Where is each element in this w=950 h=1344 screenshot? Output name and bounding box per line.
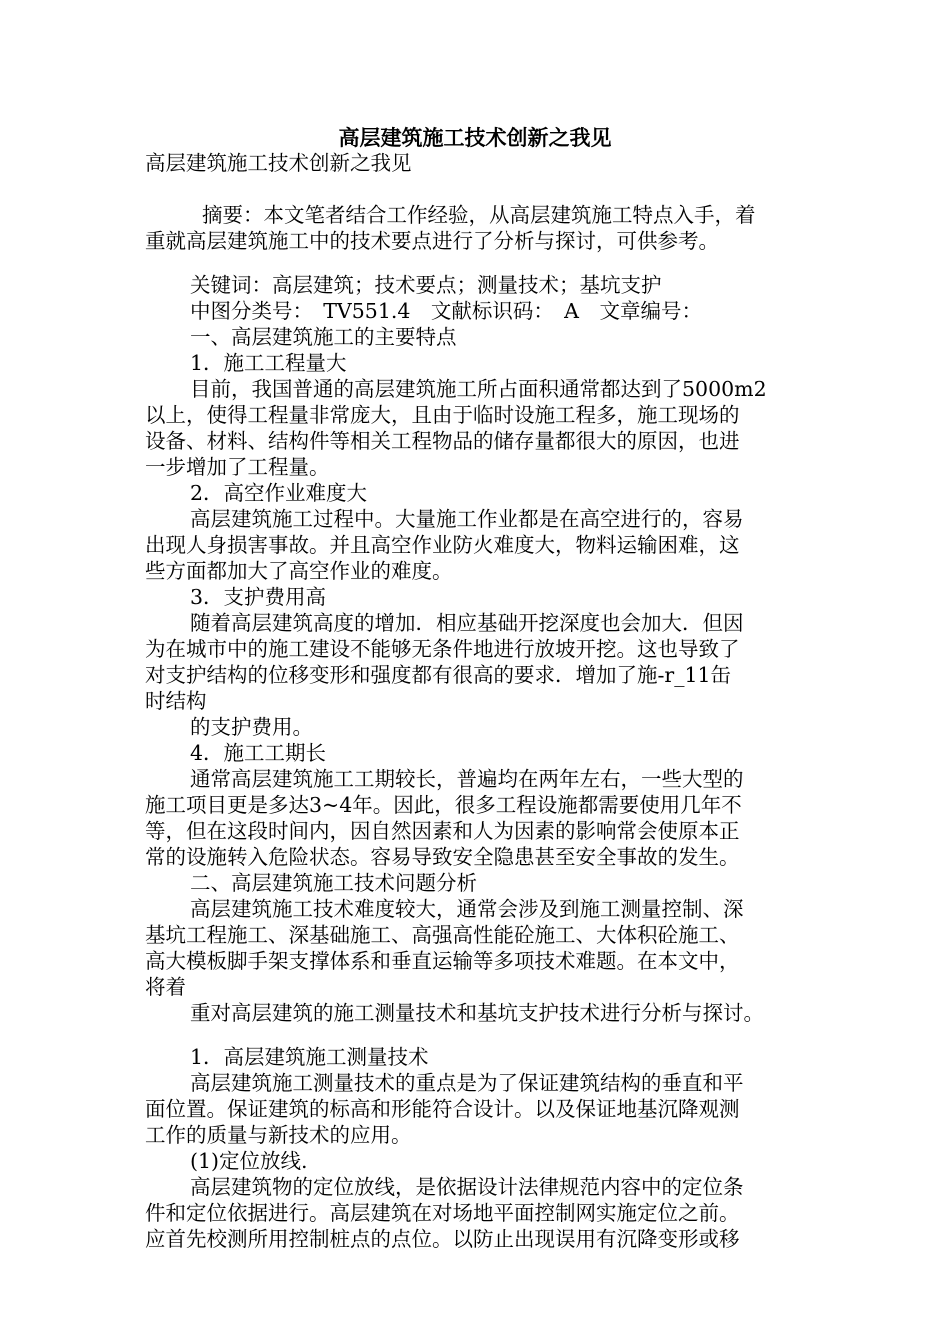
body-line: 些方面都加大了高空作业的难度。 [145,559,453,583]
body-line: 常的设施转入危险状态。容易导致安全隐患甚至安全事故的发生。 [145,845,740,869]
body-line: 通常高层建筑施工工期较长，普遍均在两年左右，一些大型的 [190,767,744,791]
section-heading: 一、高层建筑施工的主要特点 [190,325,457,349]
body-line: 等，但在这段时间内，因自然因素和人为因素的影响常会使原本正 [145,819,740,843]
abstract-line: 摘要：本文笔者结合工作经验，从高层建筑施工特点入手，着 [202,203,756,227]
body-line: 工作的质量与新技术的应用。 [145,1123,412,1147]
body-line: 件和定位依据进行。高层建筑在对场地平面控制网实施定位之前。 [145,1201,740,1225]
body-line: 时结构 [145,689,207,713]
body-line: 重对高层建筑的施工测量技术和基坑支护技术进行分析与探讨。 [190,1001,764,1025]
subtitle-line: 高层建筑施工技术创新之我见 [145,151,412,175]
body-line: 基坑工程施工、深基础施工、高强高性能砼施工、大体积砼施工、 [145,923,740,947]
body-line: 面位置。保证建筑的标高和形能符合设计。以及保证地基沉降观测 [145,1097,740,1121]
section-heading: 二、高层建筑施工技术问题分析 [190,871,477,895]
body-line: 随着高层建筑高度的增加．相应基础开挖深度也会加大．但因 [190,611,744,635]
subsection-heading: 1．施工工程量大 [190,351,347,375]
body-line: 高层建筑物的定位放线，是依据设计法律规范内容中的定位条 [190,1175,744,1199]
subsection-heading: 1．高层建筑施工测量技术 [190,1045,429,1069]
body-line: 高层建筑施工技术难度较大，通常会涉及到施工测量控制、深 [190,897,744,921]
body-line: 为在城市中的施工建设不能够无条件地进行放坡开挖。这也导致了 [145,637,740,661]
body-line: 一步增加了工程量。 [145,455,330,479]
body-line: 高层建筑施工过程中。大量施工作业都是在高空进行的，容易 [190,507,744,531]
document-title: 高层建筑施工技术创新之我见 [338,125,612,150]
body-line: 施工项目更是多达3~4年。因此，很多工程设施都需要使用几年不 [145,793,742,817]
body-line: 高大模板脚手架支撑体系和垂直运输等多项技术难题。在本文中， [145,949,740,973]
body-line: 将着 [145,975,186,999]
body-line: 的支护费用。 [190,715,313,739]
body-line: 对支护结构的位移变形和强度都有很高的要求．增加了施-r_11缶 [145,663,732,687]
body-line: 设备、材料、结构件等相关工程物品的储存量都很大的原因，也进 [145,429,740,453]
subsection-heading: 3．支护费用高 [190,585,327,609]
subsection-heading: (1)定位放线. [190,1149,308,1173]
body-line: 以上，使得工程量非常庞大，且由于临时设施工程多，施工现场的 [145,403,740,427]
classification-line: 中图分类号： TV551.4 文献标识码： A 文章编号： [190,299,702,323]
body-line: 出现人身损害事故。并且高空作业防火难度大，物料运输困难，这 [145,533,740,557]
abstract-line: 重就高层建筑施工中的技术要点进行了分析与探讨，可供参考。 [145,229,719,253]
subsection-heading: 2．高空作业难度大 [190,481,368,505]
body-line: 目前，我国普通的高层建筑施工所占面积通常都达到了5000m2 [190,377,767,401]
subsection-heading: 4．施工工期长 [190,741,327,765]
keywords-line: 关键词：高层建筑；技术要点；测量技术；基坑支护 [190,273,662,297]
body-line: 高层建筑施工测量技术的重点是为了保证建筑结构的垂直和平 [190,1071,744,1095]
body-line: 应首先校测所用控制桩点的点位。以防止出现误用有沉降变形或移 [145,1227,740,1251]
